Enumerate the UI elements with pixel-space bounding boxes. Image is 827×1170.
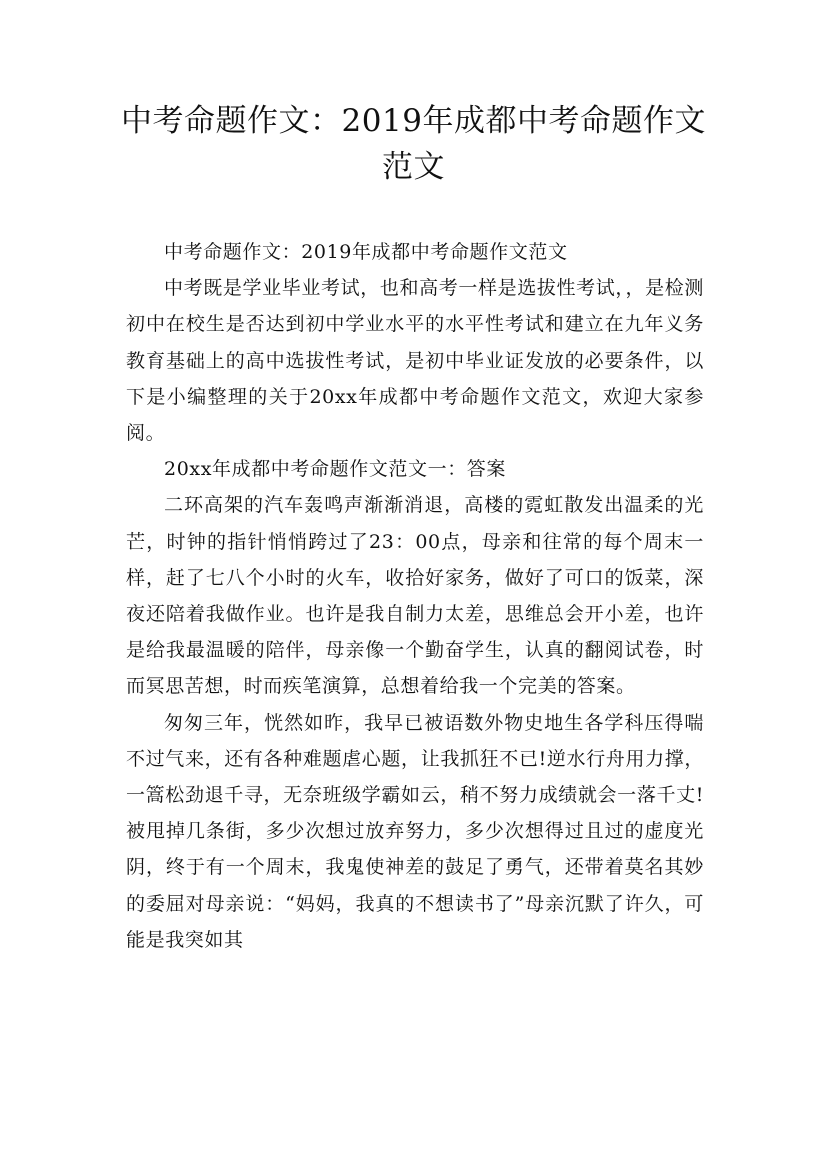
body-paragraph: 匆匆三年，恍然如昨，我早已被语数外物史地生各学科压得喘不过气来，还有各种难题虐心题，让我抓狂不已!逆水行舟用力撑，一篙松劲退千寻，无奈班级学霸如云，稍不努力成绩就会一落千丈!被甩掉几条街，多少次想过放弃努力，多少次想得过且过的虚度光阴，终于有一个周末，我鬼使神差的鼓足了勇气，还带着莫名其妙的委屈对母亲说：“妈妈，我真的不想读书了”母亲沉默了许久，可能是我突如其	[126, 711, 704, 951]
section-heading-paragraph: 20xx年成都中考命题作文范文一：答案	[164, 458, 507, 481]
document-body	[126, 234, 704, 958]
subtitle-paragraph: 中考命题作文：2019年成都中考命题作文范文	[164, 241, 568, 263]
body-paragraph: 二环高架的汽车轰鸣声渐渐消退，高楼的霓虹散发出温柔的光芒，时钟的指针悄悄跨过了23：00点，母亲和往常的每个周末一样，赶了七八个小时的火车，收拾好家务，做好了可口的饭菜，深夜还陪着我做作业。也许是我自制力太差，思维总会开小差，也许是给我最温暖的陪伴，母亲像一个勤奋学生，认真的翻阅试卷，时而冥思苦想，时而疾笔演算，总想着给我一个完美的答案。	[126, 494, 704, 698]
document-title: 中考命题作文：2019年成都中考命题作文范文	[121, 103, 706, 185]
intro-paragraph: 中考既是学业毕业考试，也和高考一样是选拔性考试，，是检测初中在校生是否达到初中学业水平的水平性考试和建立在九年义务教育基础上的高中选拔性考试，是初中毕业证发放的必要条件，以下是小编整理的关于20xx年成都中考命题作文范文，欢迎大家参阅。	[126, 277, 704, 445]
